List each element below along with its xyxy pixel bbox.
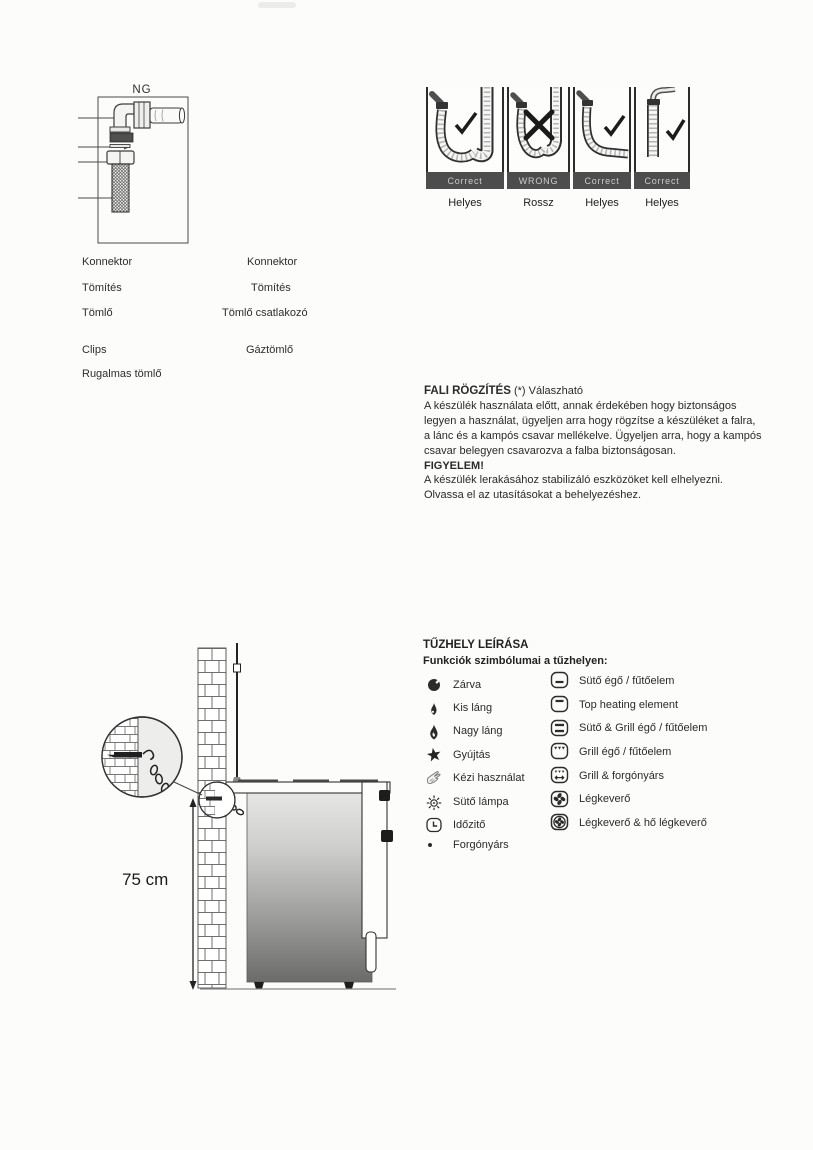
symbol-row: Időzitő	[423, 813, 525, 836]
part-label-tomlo: Tömlő	[82, 307, 113, 319]
dimension-line	[190, 798, 197, 990]
status-bar: Correct	[634, 172, 690, 189]
check-icon	[456, 113, 476, 132]
closed-position-icon	[423, 675, 445, 695]
symbol-row: Gyújtás	[423, 743, 525, 766]
scan-artifact	[258, 2, 296, 8]
hose-panel-2	[507, 87, 570, 209]
hose-drawing-correct-straight	[634, 87, 690, 172]
wall-fixing-body-line: A készülék használata előtt, annak érdekében hogy biztonságos	[424, 399, 737, 412]
hose-panel-4	[634, 87, 690, 209]
symbol-row: Légkeverő	[549, 787, 707, 811]
wall-fixing-body-line: legyen a használat, ügyeljen arra hogy rögzítse a készüléket a falra,	[424, 414, 756, 427]
hob-symbols-left-column	[423, 673, 525, 854]
stove-wall-figure	[88, 626, 408, 1021]
symbol-row: Forgónyárs	[423, 837, 525, 854]
hob-description-subheading: Funkciók szimbólumai a tűzhelyen:	[423, 655, 608, 667]
symbol-row: Sütő égő / fűtőelem	[549, 669, 707, 693]
symbol-row: Kézi használat	[423, 767, 525, 790]
door-handle	[366, 932, 376, 972]
part-label-tomlo-csatlakozo: Tömlő csatlakozó	[222, 307, 308, 319]
part-label-konnektor: Konnektor	[82, 256, 133, 268]
oven-lamp-icon	[423, 792, 445, 812]
wall-fixing-section	[424, 384, 762, 503]
wall-fixing-body-line: a lánc és a kampós csavar mellékelve. Ügyeljen arra, hogy a kampós	[424, 429, 762, 442]
symbol-row: Zárva	[423, 673, 525, 696]
status-caption-hu: Rossz	[523, 197, 554, 209]
symbol-row: Top heating element	[549, 693, 707, 717]
hose-panel-3	[573, 87, 631, 209]
oven-burner-icon	[549, 670, 571, 691]
hose-drawing-correct-loop	[426, 87, 504, 172]
oven-grill-icon	[549, 718, 571, 739]
part-label-tomites: Tömítés	[82, 282, 122, 294]
symbol-row: Sütő & Grill égő / fűtőelem	[549, 716, 707, 740]
stove-feet	[254, 982, 354, 989]
elbow-connector	[110, 102, 150, 132]
control-panel	[362, 782, 393, 972]
grill-rotisserie-icon	[549, 765, 571, 786]
wall-fixing-body-line: csavar belegyen csavarozva a falba biztonságosan.	[424, 444, 676, 457]
symbol-row: Sütő lámpa	[423, 790, 525, 813]
knob	[381, 830, 393, 842]
stove-body	[247, 793, 372, 982]
timer-icon	[423, 815, 445, 835]
symbol-row: Grill égő / fűtőelem	[549, 740, 707, 764]
anchor-screw	[114, 752, 142, 758]
dimension-label: 75 cm	[122, 870, 169, 889]
hose-drawing-wrong-kink	[507, 87, 570, 172]
fan-icon	[549, 789, 571, 810]
gas-pipe	[232, 643, 242, 784]
gas-connector-title: NG	[132, 84, 152, 96]
wall-fixing-heading: FALI RÖGZÍTÉS	[424, 385, 511, 397]
hook-detail-circle	[100, 716, 202, 800]
part-label-konnektor-2: Konnektor	[247, 256, 298, 268]
status-bar: Correct	[573, 172, 631, 189]
status-caption-hu: Helyes	[645, 197, 679, 209]
cross-icon	[526, 112, 552, 138]
symbol-row: Nagy láng	[423, 720, 525, 743]
knob	[379, 790, 390, 801]
symbol-row: Grill & forgónyárs	[549, 764, 707, 788]
brick-wall	[198, 648, 226, 988]
hob-description-heading: TŰZHELY LEÍRÁSA	[423, 639, 529, 651]
wall-fixing-heading-line	[424, 384, 762, 399]
hob-symbols-right-column	[549, 669, 707, 835]
gas-connector-figure	[50, 83, 200, 253]
small-flame-icon	[423, 698, 445, 718]
wall-fixing-warning-line: A készülék lerakásához stabilizáló eszközöket kell elhelyezni.	[424, 474, 723, 487]
status-caption-hu: Helyes	[448, 197, 482, 209]
part-label-rugalmas-tomlo: Rugalmas tömlő	[82, 368, 162, 380]
check-icon	[667, 120, 684, 138]
large-flame-icon	[423, 721, 445, 741]
fan-heat-icon	[549, 812, 571, 833]
hose-drawing-correct-sweep	[573, 87, 631, 172]
hose-stub	[150, 108, 185, 123]
hose-panel-1	[426, 87, 504, 209]
manual-use-icon	[423, 768, 445, 788]
grill-icon	[549, 741, 571, 762]
wall-fixing-warning-line: Olvassa el az utasításokat a behelyezéshez.	[424, 489, 642, 502]
wall-fixing-heading-note: (*) Válaszható	[510, 385, 584, 397]
status-bar: WRONG	[507, 172, 570, 189]
wall-fixing-warning-heading: FIGYELEM!	[424, 459, 484, 472]
symbol-row: Légkeverő & hő légkeverő	[549, 811, 707, 835]
gasket-texture	[112, 135, 131, 140]
status-bar: Correct	[426, 172, 504, 189]
hose-examples-figure	[426, 87, 690, 209]
washer	[110, 145, 130, 148]
status-caption-hu: Helyes	[585, 197, 619, 209]
anchor-point-circle	[199, 782, 235, 818]
check-icon	[605, 116, 624, 134]
part-label-clips: Clips	[82, 344, 107, 356]
part-label-gaztomlo: Gáztömlő	[246, 344, 294, 356]
top-heating-icon	[549, 694, 571, 715]
ignition-icon	[423, 745, 445, 765]
rotisserie-dot-icon	[423, 838, 445, 852]
symbol-row: Kis láng	[423, 696, 525, 719]
part-label-tomites-2: Tömítés	[251, 282, 291, 294]
bolt	[107, 151, 134, 212]
